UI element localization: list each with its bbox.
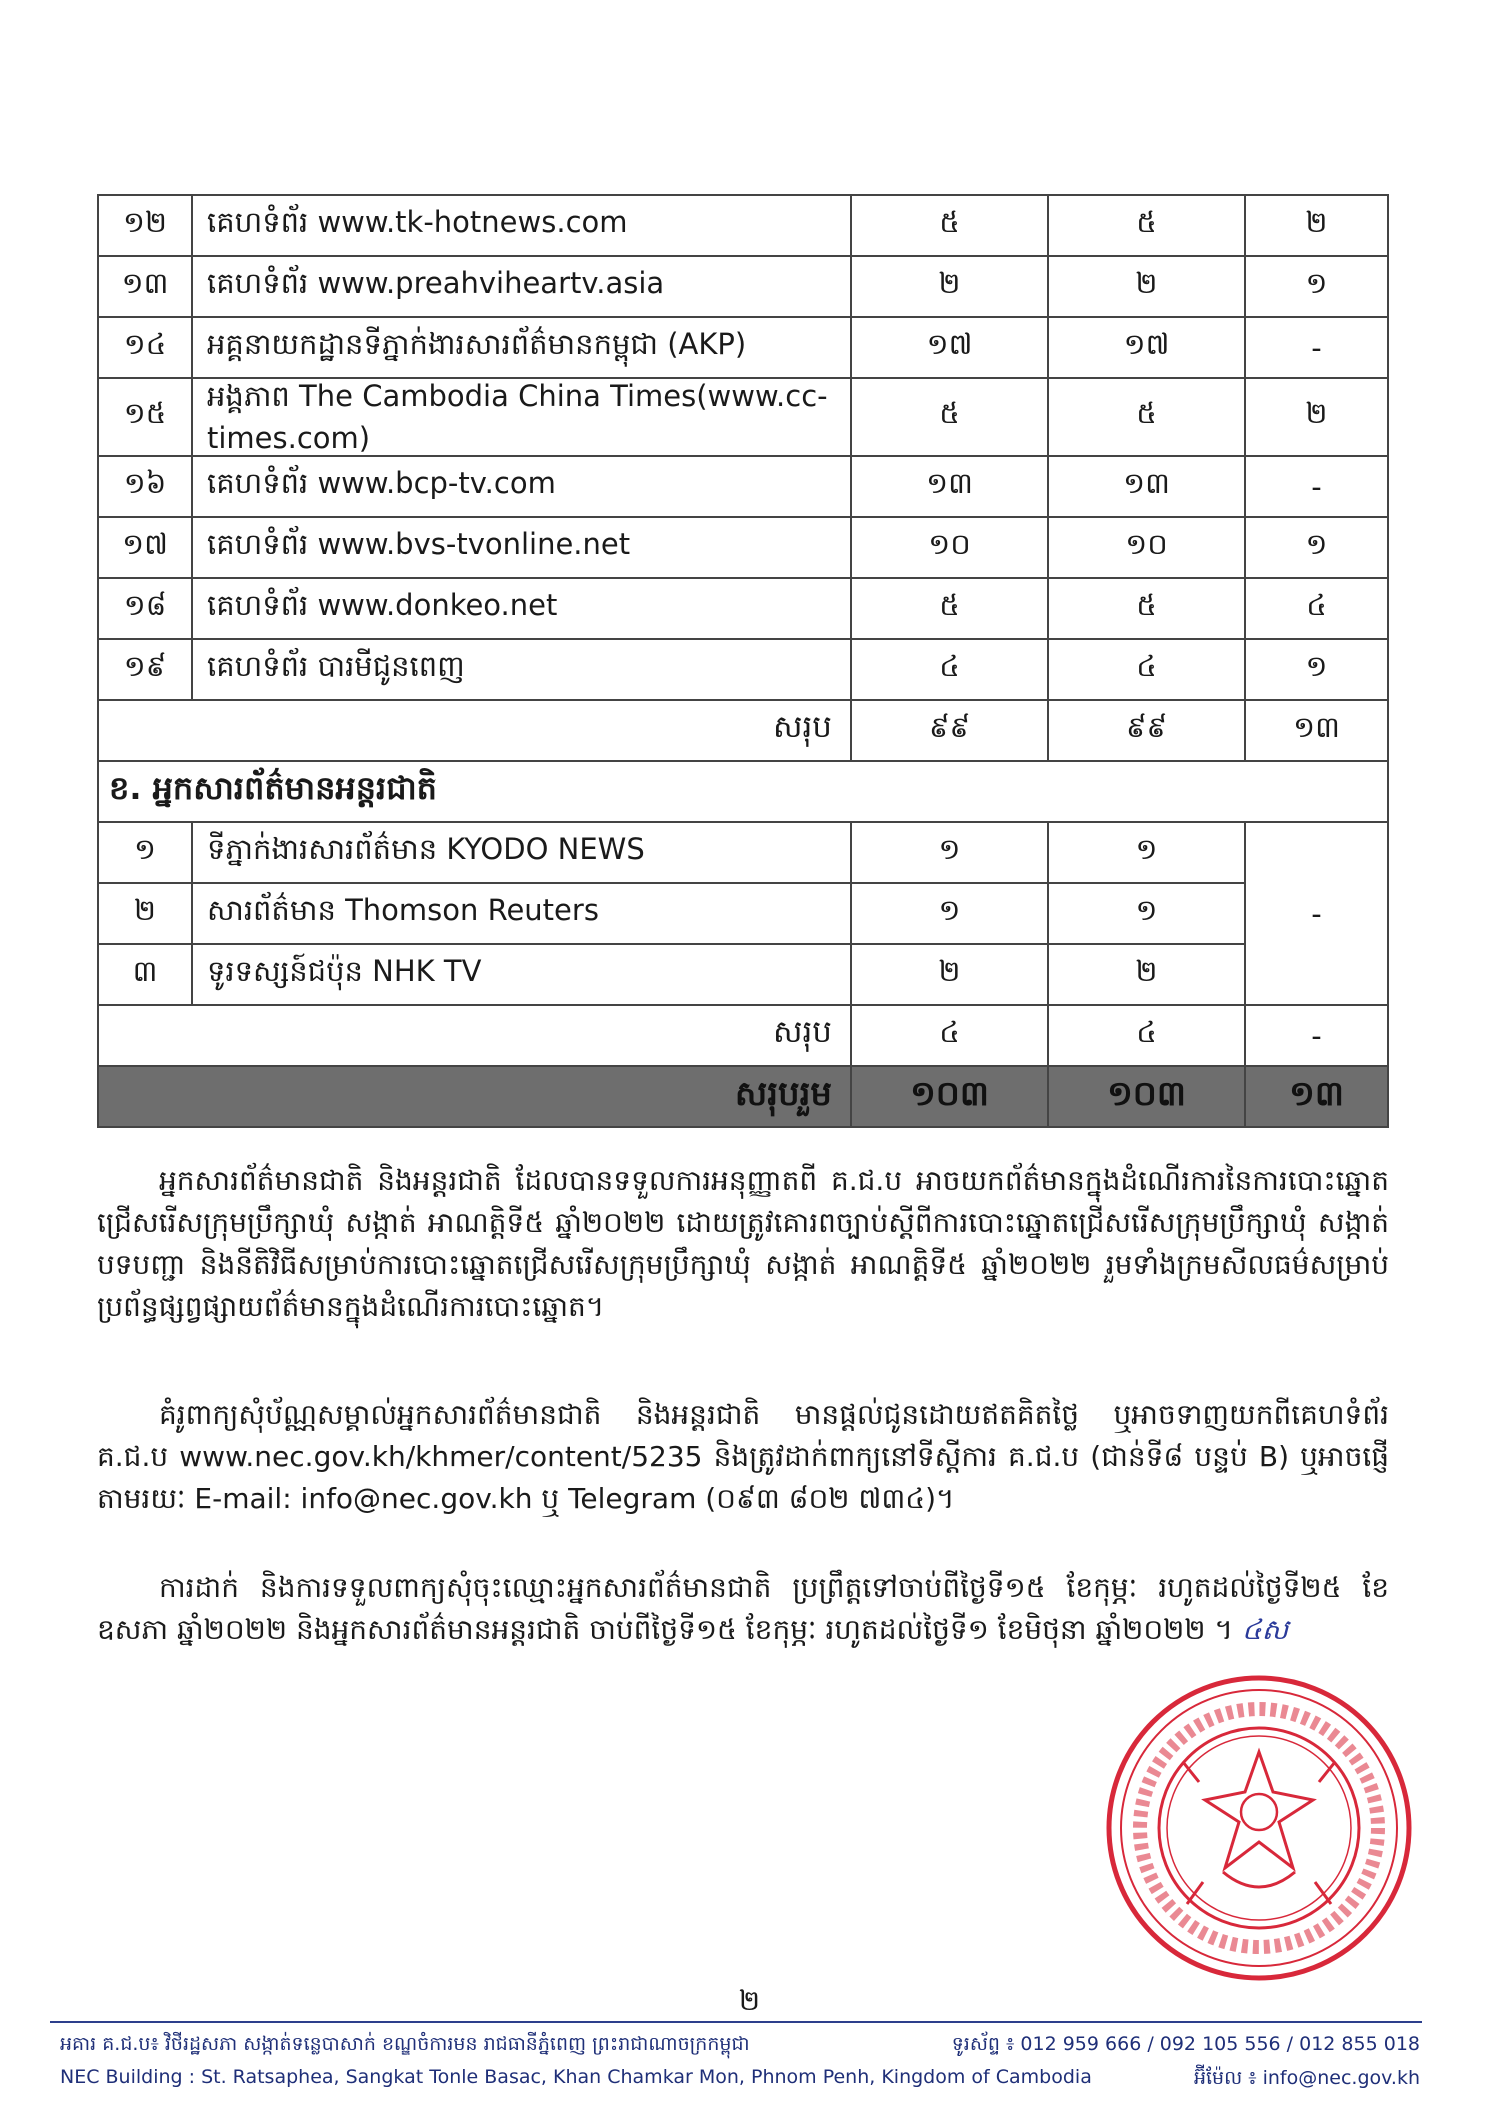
row-v2: ២ <box>1048 944 1245 1005</box>
table-row <box>98 195 1388 256</box>
intl-section-row <box>98 761 1388 822</box>
row-v3: ១ <box>1245 639 1388 700</box>
row-v1: ១៣ <box>851 456 1048 517</box>
table-row <box>98 378 1388 456</box>
table-row <box>98 517 1388 578</box>
footer-line-1 <box>60 2032 1420 2060</box>
row-name: អង្គភាព The Cambodia China Times(www.cc-times.com) <box>192 378 851 456</box>
row-name: ទីភ្នាក់ងារសារព័ត៌មាន KYODO NEWS <box>192 822 851 883</box>
footer-address-en: NEC Building : St. Ratsaphea, Sangkat Tonle Basac, Khan Chamkar Mon, Phnom Penh, Kingdom of Cambodia <box>60 2066 1092 2088</box>
row-v2: ១៧ <box>1048 317 1245 378</box>
intl-merged-v3: - <box>1245 822 1388 1005</box>
local-total-label: សរុប <box>98 700 851 761</box>
row-name: អគ្គនាយកដ្ឋានទីភ្នាក់ងារសារព័ត៌មានកម្ពុជា (AKP) <box>192 317 851 378</box>
local-total-row <box>98 700 1388 761</box>
row-v2: ៥ <box>1048 195 1245 256</box>
row-v1: ១០ <box>851 517 1048 578</box>
row-number: ១៥ <box>98 378 192 456</box>
paragraph-application-form: គំរូពាក្យសុំប័ណ្ណសម្គាល់អ្នកសារព័ត៌មានជាតិ និងអន្តរជាតិ មានផ្តល់ជូនដោយឥតគិតថ្លៃ ឬអាចទាញយកពីគេហទំព័រ គ.ជ.ប www.nec.gov.kh/khmer/content/5235 និងត្រូវដាក់ពាក្យនៅទីស្តីការ គ.ជ.ប (ជាន់ទី៨ បន្ទប់ B) ឬអាចផ្ញើតាមរយៈ E-mail: info@nec.gov.kh ឬ Telegram (០៩៣ ៨០២ ៧៣៤)។ <box>97 1398 1389 1515</box>
footer-phone: ទូរស័ព្ទ ៖ 012 959 666 / 092 105 556 / 012 855 018 <box>951 2033 1420 2055</box>
intl-total-v2: ៤ <box>1048 1005 1245 1066</box>
row-name: គេហទំព័រ www.donkeo.net <box>192 578 851 639</box>
row-v1: ៥ <box>851 578 1048 639</box>
table-row <box>98 578 1388 639</box>
paragraph-conduct: អ្នកសារព័ត៌មានជាតិ និងអន្តរជាតិ ដែលបានទទួលការអនុញ្ញាតពី គ.ជ.ប អាចយកព័ត៌មានក្នុងដំណើរការនៃការបោះឆ្នោតជ្រើសរើសក្រុមប្រឹក្សាឃុំ សង្កាត់ អាណត្តិទី៥ ឆ្នាំ២០២២ ដោយត្រូវគោរពច្បាប់ស្តីពីការបោះឆ្នោតជ្រើសរើសក្រុមប្រឹក្សាឃុំ សង្កាត់ បទបញ្ជា និងនីតិវិធីសម្រាប់ការបោះឆ្នោតជ្រើសរើសក្រុមប្រឹក្សាឃុំ សង្កាត់ អាណត្តិទី៥ ឆ្នាំ២០២២ រួមទាំងក្រមសីលធម៌សម្រាប់ប្រព័ន្ធផ្សព្វផ្សាយព័ត៌មានក្នុងដំណើរការបោះឆ្នោត។ <box>97 1164 1389 1323</box>
table-row <box>98 883 1388 944</box>
local-total-v1: ៩៩ <box>851 700 1048 761</box>
row-v1: ៥ <box>851 378 1048 456</box>
row-v2: ១ <box>1048 883 1245 944</box>
page-number: ២ <box>738 1984 761 2017</box>
footer-divider <box>50 2021 1422 2023</box>
row-name: គេហទំព័រ www.bvs-tvonline.net <box>192 517 851 578</box>
local-total-v3: ១៣ <box>1245 700 1388 761</box>
row-name: គេហទំព័រ www.tk-hotnews.com <box>192 195 851 256</box>
table-row <box>98 944 1388 1005</box>
registration-table <box>97 194 1389 1128</box>
row-name: ទូរទស្សន៍ជប៉ុន NHK TV <box>192 944 851 1005</box>
row-v3: ១ <box>1245 256 1388 317</box>
row-number: ១៦ <box>98 456 192 517</box>
deadline-text: ការដាក់ និងការទទួលពាក្យសុំចុះឈ្មោះអ្នកសារព័ត៌មានជាតិ ប្រព្រឹត្តទៅចាប់ពីថ្ងៃទី១៥ ខែកុម្ភៈ រហូតដល់ថ្ងៃទី២៥ ខែឧសភា ឆ្នាំ២០២២ និងអ្នកសារព័ត៌មានអន្តរជាតិ ចាប់ពីថ្ងៃទី១៥ ខែកុម្ភៈ រហូតដល់ថ្ងៃទី១ ខែមិថុនា ឆ្នាំ២០២២ ។ <box>97 1571 1389 1646</box>
footer-address-km: អគារ គ.ជ.ប៖ វិថីរដ្ឋសភា សង្កាត់ទន្លេបាសាក់ ខណ្ឌចំការមន រាជធានីភ្នំពេញ ព្រះរាជាណាចក្រកម្ពុជា <box>60 2033 750 2055</box>
row-v2: ១៣ <box>1048 456 1245 517</box>
row-number: ១៤ <box>98 317 192 378</box>
grand-total-v2: ១០៣ <box>1048 1066 1245 1127</box>
table-row <box>98 822 1388 883</box>
row-number: ២ <box>98 883 192 944</box>
row-v3: ១ <box>1245 517 1388 578</box>
intl-total-v1: ៤ <box>851 1005 1048 1066</box>
row-v1: ១ <box>851 822 1048 883</box>
table-row <box>98 256 1388 317</box>
local-total-v2: ៩៩ <box>1048 700 1245 761</box>
handwritten-initials: ៤ស <box>1241 1613 1289 1646</box>
official-seal-icon <box>1103 1672 1415 1984</box>
footer-line-2 <box>60 2066 1420 2094</box>
row-v1: ២ <box>851 256 1048 317</box>
row-v1: ១៧ <box>851 317 1048 378</box>
row-number: ១៣ <box>98 256 192 317</box>
row-v2: ៥ <box>1048 578 1245 639</box>
footer-email: អ៊ីម៉ែល ៖ info@nec.gov.kh <box>1193 2067 1420 2089</box>
row-number: ១៧ <box>98 517 192 578</box>
row-v1: ១ <box>851 883 1048 944</box>
row-v3: - <box>1245 456 1388 517</box>
row-v1: ៤ <box>851 639 1048 700</box>
row-number: ១៩ <box>98 639 192 700</box>
intl-section-title: ខ. អ្នកសារព័ត៌មានអន្តរជាតិ <box>98 761 1388 822</box>
intl-total-row <box>98 1005 1388 1066</box>
grand-total-label: សរុបរួម <box>98 1066 851 1127</box>
grand-total-v3: ១៣ <box>1245 1066 1388 1127</box>
row-v3: ២ <box>1245 378 1388 456</box>
table-row <box>98 639 1388 700</box>
row-number: ១៨ <box>98 578 192 639</box>
row-v2: ២ <box>1048 256 1245 317</box>
table-row <box>98 456 1388 517</box>
paragraph-deadline <box>97 1567 1389 1651</box>
row-v1: ២ <box>851 944 1048 1005</box>
grand-total-row <box>98 1066 1388 1127</box>
row-number: ១២ <box>98 195 192 256</box>
row-v3: ៤ <box>1245 578 1388 639</box>
row-v2: ៤ <box>1048 639 1245 700</box>
row-v1: ៥ <box>851 195 1048 256</box>
row-name: គេហទំព័រ បារមីជូនពេញ <box>192 639 851 700</box>
row-number: ៣ <box>98 944 192 1005</box>
intl-total-v3: - <box>1245 1005 1388 1066</box>
table-row <box>98 317 1388 378</box>
local-journalists-body <box>98 195 1388 700</box>
intl-total-label: សរុប <box>98 1005 851 1066</box>
row-v2: ១០ <box>1048 517 1245 578</box>
row-number: ១ <box>98 822 192 883</box>
row-name: គេហទំព័រ www.preahviheartv.asia <box>192 256 851 317</box>
grand-total-v1: ១០៣ <box>851 1066 1048 1127</box>
row-v3: - <box>1245 317 1388 378</box>
row-v2: ៥ <box>1048 378 1245 456</box>
row-v3: ២ <box>1245 195 1388 256</box>
row-v2: ១ <box>1048 822 1245 883</box>
row-name: សារព័ត៌មាន Thomson Reuters <box>192 883 851 944</box>
row-name: គេហទំព័រ www.bcp-tv.com <box>192 456 851 517</box>
